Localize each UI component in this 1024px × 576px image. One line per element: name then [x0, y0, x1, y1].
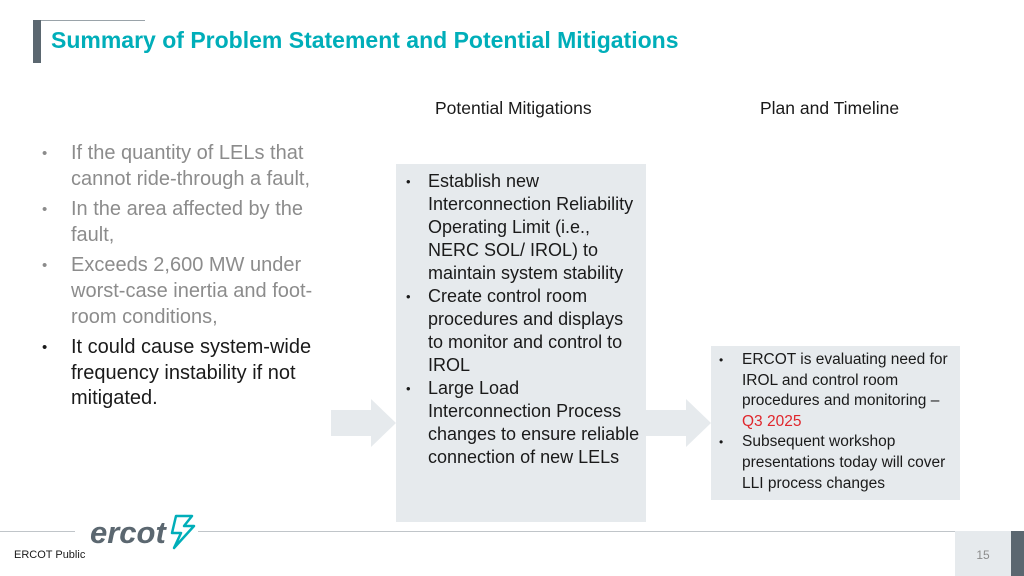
list-item: • ERCOT is evaluating need for IROL and control room procedures and monitoring – Q3 2025 — [719, 351, 948, 430]
bullet-icon: • — [42, 145, 48, 162]
bullet-icon: • — [406, 174, 411, 189]
right-arrow-icon — [331, 399, 397, 447]
page-number: 15 — [976, 548, 990, 562]
mitigations-box — [396, 164, 646, 522]
footer-rule-right — [198, 531, 958, 532]
list-item: • Exceeds 2,600 MW under worst-case inertia and foot-room conditions, — [42, 254, 313, 328]
list-item: • If the quantity of LELs that cannot ride-through a fault, — [42, 142, 311, 190]
footer-rule-left — [0, 531, 75, 532]
list-item: • In the area affected by the fault, — [42, 198, 304, 246]
list-item: • Subsequent workshop presentations today will cover LLI process changes — [719, 433, 946, 492]
logo-wordmark: ercot — [90, 515, 166, 550]
list-item: • Large Load Interconnection Process changes to ensure reliable connection of new LELs — [406, 378, 640, 467]
page-title: Summary of Problem Statement and Potential Mitigations — [51, 27, 679, 53]
bullet-icon: • — [719, 435, 724, 450]
ercot-logo — [88, 512, 200, 554]
problem-statement-list — [40, 141, 330, 417]
bullet-icon: • — [406, 289, 411, 304]
mitigations-list — [404, 170, 642, 469]
plan-timeline-box — [711, 346, 960, 500]
page-number-accent — [1011, 531, 1024, 576]
bullet-icon: • — [42, 339, 48, 357]
list-item: • Establish new Interconnection Reliability Operating Limit (i.e., NERC SOL/ IROL) to maintain system stability — [406, 171, 634, 283]
bullet-icon: • — [42, 201, 48, 219]
title-top-rule — [41, 20, 145, 21]
bullet-icon: • — [42, 257, 48, 275]
bullet-icon: • — [719, 353, 724, 367]
plan-list — [717, 350, 957, 494]
classification-label: ERCOT Public — [14, 549, 86, 561]
list-item: • Create control room procedures and displays to monitor and control to IROL — [406, 286, 624, 375]
header-potential-mitigations: Potential Mitigations — [435, 98, 592, 118]
header-plan-and-timeline: Plan and Timeline — [760, 98, 900, 118]
list-item: • It could cause system-wide frequency instability if not mitigated. — [42, 336, 312, 410]
right-arrow-icon — [646, 399, 712, 447]
title-accent-bar — [33, 20, 41, 63]
bullet-icon: • — [406, 381, 411, 396]
lightning-bolt-icon — [172, 516, 194, 548]
target-date: Q3 2025 — [742, 412, 802, 430]
